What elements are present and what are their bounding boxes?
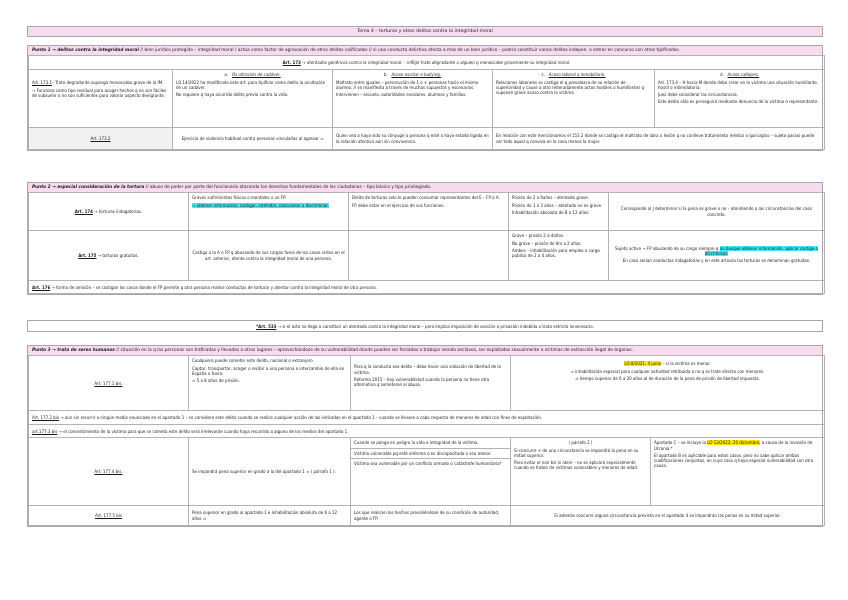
item-d-letter: d. bbox=[719, 72, 724, 78]
art-174-mid-2: → obtener información, castigar, intimidar, coaccionar o discriminar. bbox=[192, 202, 329, 208]
art-177-4-mid: Se impondrá pena superior en grado a la del apartado 1 ⇒ ( párrafo 1 ). bbox=[189, 438, 351, 506]
punto-1-desc: // bien jurídico protegido – integridad moral / actúa como factor de agravación de otros delitos calificados // si una conducta delictiva afecta a más de un bien jurídico – podría constituir varios delitos indepen. o entrar en concurso con otros tipificados. bbox=[138, 48, 680, 53]
art-173-2-desc: Quien sea o haya sido su cónyuge o persona q esté o haya estado ligada en la relación afectiva aún sin convivencia. bbox=[333, 128, 493, 150]
art-177-1-right-2: ⇒ inhabilitación especial para cualquier actividad retribuida o no q se trate directo con menores. bbox=[570, 368, 765, 374]
art-533-ref: *Art. 533 bbox=[256, 324, 277, 329]
art-177-4-desc-3: Víctima sea vulnerable por un conflicto armado o catástrofe humanitaria* bbox=[354, 460, 502, 466]
art-175-blank bbox=[349, 231, 509, 281]
art-177-2-ref: Art. 177.2 bis bbox=[32, 415, 59, 421]
art-175-penalties bbox=[509, 231, 609, 281]
item-b-letter: b. bbox=[383, 72, 388, 78]
item-c-title: Acoso laboral o inmobiliario. bbox=[548, 72, 606, 78]
art-177-1-desc-2: Reforma 2015 – hay vulnerabilidad cuando la persona no tiene otra alternativa q someterse al abuso. bbox=[354, 376, 490, 388]
item-a-text-2: No requiere q haya ocurrido delito previo contra la vida. bbox=[176, 92, 289, 98]
item-d-text-2: Juez debe considerar las circunstancias. bbox=[658, 92, 739, 98]
art-174-cell bbox=[29, 193, 189, 231]
art-175-right-1a: Sujeto activo → FP abusando de su cargo siempre q bbox=[615, 245, 720, 251]
art-174-pen-2: Prisión de 1 a 3 años – atentado no es grave. bbox=[512, 202, 603, 208]
art-177-4-par2-2b: non bis in idem bbox=[541, 460, 573, 466]
art-177-1-mid-2: Captar, transportar, acoger o recibir a una persona o intercambio de ella en España o fuera. bbox=[192, 365, 345, 376]
item-b-cell bbox=[333, 70, 493, 128]
art-177-1-law-note: – si la víctima es menor. bbox=[661, 361, 711, 367]
art-177-1-desc-1: Para q la conducta sea delito – debe hacer una violación de libertad de la víctima. bbox=[354, 364, 501, 375]
art-174-penalties bbox=[509, 193, 609, 231]
art-533-note bbox=[27, 320, 823, 332]
art-175-right bbox=[609, 231, 825, 281]
art-174-mid-1: Graves sufrimientos físicos o mentales x un FP. bbox=[192, 195, 287, 201]
art-176-row bbox=[29, 281, 825, 294]
art-177-1-mid bbox=[189, 356, 351, 411]
punto-2-header bbox=[28, 183, 822, 192]
art-177-4-right-1c: a causa de la invasión de Ucrania.* bbox=[654, 440, 813, 451]
punto-2-lead: Punto 2 → especial consideración de la tortura bbox=[32, 185, 145, 190]
art-177-4-par2-1: Si concurre + de una circunstancia se impondrá la pena en su mitad superior. bbox=[514, 447, 639, 458]
punto-3-header bbox=[28, 346, 822, 355]
punto-3-lead: Punto 3 → trata de seres humanos bbox=[32, 348, 115, 353]
art-177-5-ref: Art. 177.5 bis bbox=[95, 513, 122, 519]
art-175-right-1b: no busque obtener información, aplicar castigo o discriminar. bbox=[704, 245, 818, 257]
art-533-desc: → si el acto no llega a constituir un atentado contra la integridad moral – pero implica imposición de sanción o privación indebida o trato estricto innecesario. bbox=[276, 324, 594, 329]
art-177-1-right bbox=[511, 356, 825, 411]
art-173-2-ref: Art. 173.2 bbox=[90, 136, 111, 142]
art-177-5-cell bbox=[29, 506, 189, 526]
art-174-pen-3: Inhabilitación absoluta de 8 a 12 años. bbox=[512, 209, 590, 215]
art-177-5-mid: Pena superior en grado al apartado 1 e inhabilitación absoluta de 6 a 12 años ⇒ bbox=[189, 506, 351, 526]
art-177-4-cell bbox=[29, 438, 189, 506]
item-d-text-1: Art. 173.4 – H hacia M donde debe crear en la víctima una situación humillante, hostil o intimidatoria. bbox=[658, 79, 818, 90]
art-174-desc-1: Delito de torturas solo lo pueden consumar representantes del E – FP o A. bbox=[352, 195, 500, 201]
art-173-1-cell bbox=[29, 70, 173, 128]
art-177-5-desc: Los que realicen los hechos prevaliéndose de su condición de autoridad, agente o FP. bbox=[351, 506, 511, 526]
art-177-1-desc bbox=[351, 356, 511, 411]
art-177-3-desc: → el consentimiento de la víctima para que se cometa este delito será irrelevante cuando haya recurrido a alguno de los medios del apartado 1. bbox=[57, 428, 349, 434]
art-177-4-par2-head: ( párrafo 2 ) bbox=[568, 440, 593, 446]
art-177-4-desc-2: Víctima vulnerable pq esté enferma o es discapacitada o sea menor. bbox=[351, 449, 510, 459]
art-173-ref: Art. 173 bbox=[282, 60, 301, 66]
item-a-cell bbox=[173, 70, 333, 128]
art-177-5-right: Si además concurre alguna circunstancia prevista en el apartado 4 se impondrán las penas en su mitad superior. bbox=[511, 506, 825, 526]
art-173-1-text: – Trato degradante suponga menoscabo grave de la IM. bbox=[51, 80, 164, 86]
art-174-mid bbox=[189, 193, 349, 231]
item-b-title: Acoso escolar o bullying. bbox=[391, 72, 442, 78]
art-177-2-row bbox=[29, 411, 825, 425]
item-d-title: Acoso callejero. bbox=[727, 72, 760, 78]
punto-2-desc: // abuso de poder por parte del funcionario atacando los derechos fundamentales de los ciudadanos – tipo básico y tipo privilegiado. bbox=[144, 185, 432, 190]
art-174-desc-2: FP debe estar en el ejercicio de sus funciones. bbox=[352, 202, 445, 208]
item-a-text-1: LO 14/2022 ha modificado este art. para tipificar como delito la ocultación de un cadáver. bbox=[176, 79, 326, 90]
art-175-label: → torturas gratuitas. bbox=[96, 253, 139, 259]
section-punto-2 bbox=[27, 182, 823, 295]
section-punto-1 bbox=[27, 45, 823, 151]
art-173-2-cell bbox=[29, 128, 173, 150]
art-176-desc: → forma de omisión – se castigan los casos donde el FP permite q otra persona realice conductas de torturar y atentar contra la integridad moral de otra persona. bbox=[50, 284, 377, 290]
art-177-1-mid-3: ⇒ 5 a 8 años de prisión. bbox=[192, 378, 240, 384]
item-c-letter: c. bbox=[541, 72, 545, 78]
art-177-4-right-2: El apartado B es aplicable para estos casos, pero no cabe aplicar ambas cualificaciones conjuntas, en cuyo caso q haya especial vulnerabilidad con otra causa. bbox=[654, 452, 814, 469]
item-b-text-1: Maltrato entre iguales – persecución de 1 o + personas hacia el mismo alumno. // se manifiesta a través de muchos supuestos y escenarios. bbox=[336, 79, 479, 90]
art-177-4-par2-2a: Para evitar el bbox=[514, 460, 542, 466]
art-175-ref: Art. 175 bbox=[78, 253, 97, 259]
punto-1-lead: Punto 1 → delitos contra la integridad moral bbox=[32, 48, 139, 53]
art-173-row bbox=[29, 56, 825, 70]
art-175-pen-3: Ambos – inhabilitación para empleo o cargo público de 2 a 4 años. bbox=[512, 247, 600, 259]
art-177-1-cell bbox=[29, 356, 189, 411]
art-173-1-note: → Funciona como tipo residual para acoger hechos q no son fáciles de subsumir o no son suficientes para valorar aspecto denigrante. bbox=[32, 87, 167, 98]
art-174-label: → torturas indagatorias. bbox=[92, 209, 143, 215]
punto-1-header bbox=[28, 46, 822, 55]
item-d-cell bbox=[655, 70, 825, 128]
art-177-1-law: LO 8/2021, 4 junio bbox=[624, 361, 662, 367]
art-173-desc: → atentados genéricos contra la integridad moral. – inflígir trato degradante a alguien q menoscabe gravemente su integridad moral. bbox=[300, 60, 571, 66]
section-punto-3 bbox=[27, 345, 823, 527]
art-175-pen-2: No grave – prisión de 6m a 2 años. bbox=[512, 240, 582, 246]
art-175-pen-1: Grave – prisión 2 a 4años. bbox=[512, 233, 565, 239]
art-174-ref: Art. 174 bbox=[74, 209, 93, 215]
art-177-1-right-3: ⇒ tiempo superior de 6 a 20 años al de duración de la pena de prisión de libertad impuesta. bbox=[575, 375, 760, 381]
art-177-4-right-1a: Apartado C – se incluye la bbox=[654, 440, 708, 446]
art-174-desc bbox=[349, 193, 509, 231]
item-a-title: Os ultración de cadáver. bbox=[231, 72, 281, 78]
art-174-right: Corresponde al J determinar si la pena es grave o no – atendiendo a las circunstancias del caso concreto. bbox=[609, 193, 825, 231]
item-d-text-3: Este delito sólo es perseguirá mediante denuncia de la víctima o representante. bbox=[658, 99, 819, 105]
art-173-1-ref: Art. 173.1 bbox=[32, 80, 52, 86]
item-a-letter: a. bbox=[224, 72, 229, 78]
art-174-pen-1: Prisión de 2 a 6años – atentado grave. bbox=[512, 195, 589, 201]
art-175-right-2: En caso serían conductas indagatorias y en este artículo las torturas se denominan gratuitas. bbox=[622, 258, 811, 264]
art-177-1-mid-1: Cualquiera puede cometer este delito, nacional o extranjero. bbox=[192, 358, 314, 364]
art-177-4-ref: Art. 177.4 bis. bbox=[94, 469, 123, 475]
item-c-cell bbox=[493, 70, 655, 128]
art-177-4-desc bbox=[351, 438, 511, 506]
art-177-3-ref: art.177.3 bis bbox=[32, 428, 58, 434]
punto-3-desc: // situación en la q las personas son traficadas y llevadas a otros lugares – aprovechándose de su vulnerabilidad donde pueden ser forzadas a trabajar siendo esclavos, ser explotadas sexualmente o víctimas de extracción ilegal de órganos. bbox=[114, 348, 633, 353]
art-177-4-par2-2c: – no se aplicará especialmente cuando se traten de víctimas vulnerables y menores de edad. bbox=[514, 460, 639, 471]
item-c-text-1: Relaciones laborales se castiga el q prevalezca de su relación de superioridad y cause a otro reiteradamente actos hostiles o humillantes q suponen grave acoso contra la víctima. bbox=[496, 79, 645, 96]
art-177-4-par2 bbox=[511, 438, 651, 506]
item-b-text-2: Intervienen – escuela, autoridades escolares, alumnos y familias. bbox=[336, 92, 467, 98]
art-173-2-mid: Ejercicio de violencia habitual contra personas vinculadas al agresor ⇒ bbox=[173, 128, 333, 150]
art-177-4-right bbox=[651, 438, 825, 506]
art-177-4-law: LO 13/2022, 20 diciembre, bbox=[707, 440, 761, 446]
art-177-4-desc-1: Cuando se ponga en peligro la vida o integridad de la víctima. bbox=[351, 438, 510, 448]
art-177-1-ref: Art. 177.1 bis. bbox=[94, 380, 123, 386]
title-text: Tema 4 – torturas y otros delitos contra la integridad moral bbox=[357, 29, 493, 34]
art-173-2-right: En relación con este mencionamos el 153.2 donde se castiga el maltrato de obra o lesión q no conlleve tratamiento médico o quirúrgico – sujeto pasivo puede ser todo aquel q conviva en la casa menos la mujer. bbox=[493, 128, 825, 150]
art-177-3-row bbox=[29, 425, 825, 438]
art-177-2-desc: → aún sin recurrir a ningún medio enunciado en el apartado 1 – se considera este delito cuando se realice cualquier acción de las indicadas en el apartado 1 – cuando se llevase a cabo respecto de menores de edad con fines de explotación. bbox=[58, 415, 543, 421]
art-175-mid: Castiga a la A o FP q abusando de sus cargos fuera de los casos vistos en el art. anterior, atente contra la integridad moral de una persona. bbox=[189, 231, 349, 281]
art-176-ref: Art. 176 bbox=[32, 284, 51, 290]
page-title bbox=[27, 26, 823, 37]
art-175-cell bbox=[29, 231, 189, 281]
